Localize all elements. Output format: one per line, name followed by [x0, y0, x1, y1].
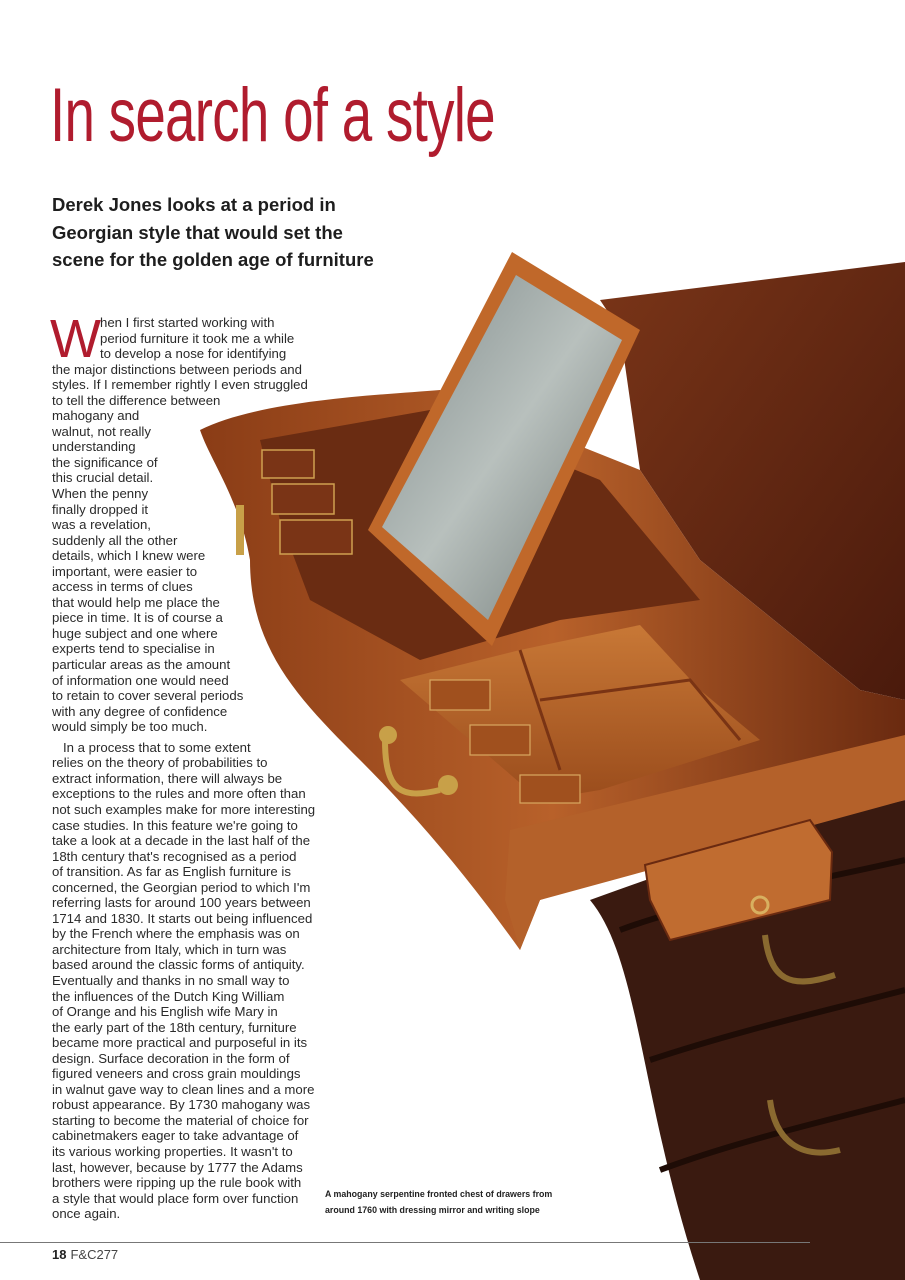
text-line: finally dropped it — [52, 501, 149, 517]
text-line: experts tend to specialise in — [52, 641, 215, 657]
text-line: to retain to cover several periods — [52, 688, 244, 704]
text-line: styles. If I remember rightly I even struggled — [52, 377, 308, 393]
text-line: a style that would place form over function — [52, 1190, 299, 1206]
text-line: extract information, there will always be — [52, 770, 283, 786]
text-line: of information one would need — [52, 672, 229, 688]
text-line: its various working properties. It wasn't to — [52, 1143, 293, 1159]
text-line: by the French where the emphasis was on — [52, 926, 300, 942]
text-line: starting to become the material of choice for — [52, 1112, 309, 1128]
text-line: piece in time. It is of course a — [52, 610, 223, 626]
text-line: suddenly all the other — [52, 532, 178, 548]
text-line: exceptions to the rules and more often than — [52, 786, 306, 802]
text-line: brothers were ripping up the rule book with — [52, 1175, 302, 1191]
page-number: 18 — [52, 1247, 67, 1262]
text-line: case studies. In this feature we're going to — [52, 817, 298, 833]
text-line: with any degree of confidence — [52, 703, 228, 719]
text-line: not such examples make for more interesting — [52, 801, 316, 817]
text-line: robust appearance. By 1730 mahogany was — [52, 1097, 311, 1113]
paragraph-1 — [52, 315, 315, 735]
text-line: that would help me place the — [52, 594, 220, 610]
text-line: Eventually and thanks in no small way to — [52, 972, 290, 988]
text-line: to develop a nose for identifying — [100, 346, 287, 362]
text-line: of transition. As far as English furniture is — [52, 864, 291, 880]
text-line: understanding — [52, 439, 136, 455]
text-line: once again. — [52, 1206, 121, 1222]
text-line: walnut, not really — [52, 423, 151, 439]
text-line: relies on the theory of probabilities to — [52, 755, 268, 771]
text-line: hen I first started working with — [100, 315, 275, 330]
text-line: in walnut gave way to clean lines and a more — [52, 1081, 315, 1097]
text-line: would simply be too much. — [52, 719, 208, 735]
text-line: last, however, because by 1777 the Adams — [52, 1159, 303, 1175]
text-line: period furniture it took me a while — [100, 330, 295, 346]
paragraph-2 — [52, 740, 315, 1222]
text-line: became more practical and purposeful in its — [52, 1035, 308, 1051]
text-line: details, which I knew were — [52, 548, 206, 564]
article-body — [52, 315, 315, 1222]
text-line: access in terms of clues — [52, 579, 193, 595]
text-line: the major distinctions between periods and — [52, 361, 302, 377]
standfirst — [52, 191, 374, 274]
caption-line: around 1760 with dressing mirror and writing slope — [325, 1205, 540, 1216]
text-line: figured veneers and cross grain mouldings — [52, 1066, 301, 1082]
text-line: design. Surface decoration in the form of — [52, 1050, 290, 1066]
text-line: In a process that to some extent — [63, 739, 251, 755]
text-line: 1714 and 1830. It starts out being influenced — [52, 910, 313, 926]
caption-line: A mahogany serpentine fronted chest of drawers from — [325, 1189, 553, 1200]
text-line: mahogany and — [52, 408, 140, 424]
text-line: When the penny — [52, 486, 149, 502]
text-line: of Orange and his English wife Mary in — [52, 1004, 278, 1020]
text-line: the early part of the 18th century, furniture — [52, 1019, 297, 1035]
text-line: the influences of the Dutch King William — [52, 988, 285, 1004]
text-line: the significance of — [52, 454, 158, 470]
standfirst-line: scene for the golden age of furniture — [52, 249, 374, 270]
text-line: based around the classic forms of antiquity. — [52, 957, 305, 973]
footer-rule — [0, 1242, 810, 1243]
photo-caption — [325, 1187, 552, 1219]
standfirst-line: Georgian style that would set the — [52, 221, 343, 243]
text-line: was a revelation, — [52, 517, 151, 533]
text-line: referring lasts for around 100 years between — [52, 895, 311, 911]
article-title: In search of a style — [50, 73, 495, 158]
text-line: important, were easier to — [52, 563, 198, 579]
text-line: take a look at a decade in the last half of the — [52, 833, 311, 849]
text-line: this crucial detail. — [52, 470, 154, 486]
text-line: concerned, the Georgian period to which I'm — [52, 879, 311, 895]
text-line: huge subject and one where — [52, 625, 218, 641]
text-line: cabinetmakers eager to take advantage of — [52, 1128, 299, 1144]
text-line: architecture from Italy, which in turn was — [52, 941, 287, 957]
text-line: 18th century that's recognised as a period — [52, 848, 297, 864]
page-footer — [52, 1247, 118, 1262]
drop-cap: W — [50, 309, 101, 369]
text-line: to tell the difference between — [52, 392, 221, 408]
text-line: particular areas as the amount — [52, 657, 231, 673]
standfirst-line: Derek Jones looks at a period in — [52, 194, 336, 215]
issue-label: F&C277 — [70, 1247, 119, 1262]
